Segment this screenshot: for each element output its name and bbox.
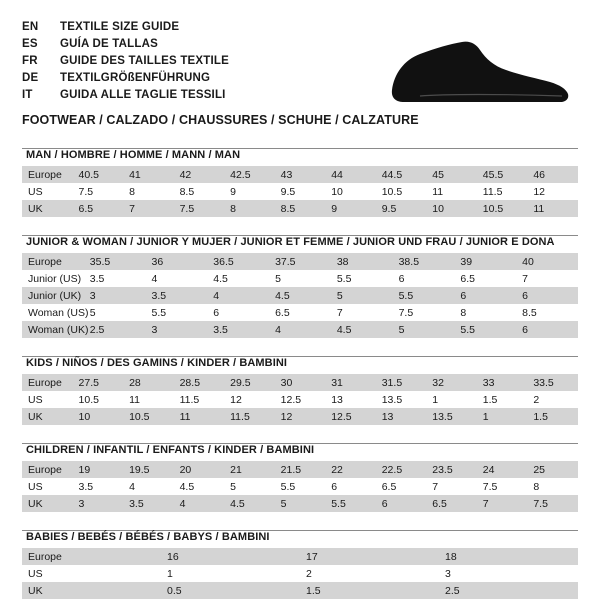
size-cell: 23.5: [426, 461, 477, 478]
table-row: [22, 321, 578, 338]
row-label: UK: [22, 200, 73, 217]
size-cell: 9.5: [376, 200, 427, 217]
size-cell: 28.5: [174, 374, 225, 391]
table-row: [22, 495, 578, 512]
size-cell: 6.5: [269, 304, 331, 321]
size-cell: 3.5: [84, 270, 146, 287]
size-cell: 38.5: [393, 253, 455, 270]
size-section: [22, 530, 578, 599]
table-row: [22, 183, 578, 200]
row-label: Junior (UK): [22, 287, 84, 304]
size-cell: 22: [325, 461, 376, 478]
size-cell: 38: [331, 253, 393, 270]
size-cell: 11: [426, 183, 477, 200]
row-label: UK: [22, 582, 161, 599]
size-table: [22, 548, 578, 599]
size-cell: 8: [123, 183, 174, 200]
size-cell: 21: [224, 461, 275, 478]
size-cell: 6.5: [73, 200, 124, 217]
language-row: [22, 69, 229, 86]
size-cell: 12.5: [325, 408, 376, 425]
row-label: US: [22, 183, 73, 200]
size-cell: 2: [527, 391, 578, 408]
table-row: [22, 200, 578, 217]
size-cell: 44: [325, 166, 376, 183]
table-row: [22, 287, 578, 304]
size-cell: 11: [123, 391, 174, 408]
size-cell: 36.5: [207, 253, 269, 270]
language-title: GUIDE DES TAILLES TEXTILE: [60, 54, 229, 67]
size-cell: 5: [269, 270, 331, 287]
size-cell: 4: [269, 321, 331, 338]
dress-shoe-icon: [384, 32, 574, 114]
size-section: [22, 356, 578, 425]
size-cell: 6: [393, 270, 455, 287]
size-cell: 17: [300, 548, 439, 565]
row-label: US: [22, 391, 73, 408]
language-code: IT: [22, 88, 33, 101]
table-row: [22, 582, 578, 599]
section-title: CHILDREN / INFANTIL / ENFANTS / KINDER / BAMBINI: [26, 444, 315, 456]
table-row: [22, 166, 578, 183]
size-cell: 6: [454, 287, 516, 304]
size-sections: [22, 148, 578, 599]
language-row: [22, 35, 229, 52]
size-cell: 10: [325, 183, 376, 200]
size-cell: 39: [454, 253, 516, 270]
size-cell: 4.5: [269, 287, 331, 304]
size-cell: 19: [73, 461, 124, 478]
size-cell: 3.5: [123, 495, 174, 512]
size-cell: 33: [477, 374, 528, 391]
size-cell: 21.5: [275, 461, 326, 478]
size-cell: 3.5: [73, 478, 124, 495]
table-row: [22, 270, 578, 287]
size-cell: 1: [426, 391, 477, 408]
size-cell: 28: [123, 374, 174, 391]
size-cell: 7: [331, 304, 393, 321]
language-title: TEXTILE SIZE GUIDE: [60, 20, 180, 33]
size-cell: 7.5: [477, 478, 528, 495]
size-section: [22, 235, 578, 338]
size-cell: 3.5: [207, 321, 269, 338]
size-cell: 22.5: [376, 461, 427, 478]
size-cell: 1.5: [477, 391, 528, 408]
row-label: US: [22, 478, 73, 495]
size-cell: 25: [527, 461, 578, 478]
size-cell: 3: [146, 321, 208, 338]
size-cell: 13.5: [426, 408, 477, 425]
size-cell: 42.5: [224, 166, 275, 183]
size-cell: 8: [224, 200, 275, 217]
table-row: [22, 565, 578, 582]
section-title: MAN / HOMBRE / HOMME / MANN / MAN: [26, 149, 241, 161]
size-cell: 8.5: [174, 183, 225, 200]
size-cell: 8.5: [275, 200, 326, 217]
section-title: KIDS / NIÑOS / DES GAMINS / KINDER / BAMBINI: [26, 357, 288, 369]
size-cell: 45: [426, 166, 477, 183]
size-cell: 5.5: [454, 321, 516, 338]
size-cell: 6: [325, 478, 376, 495]
size-cell: 31.5: [376, 374, 427, 391]
language-code: FR: [22, 54, 38, 67]
size-cell: 3: [73, 495, 124, 512]
language-code: ES: [22, 37, 38, 50]
language-row: [22, 18, 229, 35]
size-section: [22, 443, 578, 512]
size-cell: 6: [516, 321, 578, 338]
row-label: UK: [22, 408, 73, 425]
size-cell: 37.5: [269, 253, 331, 270]
size-cell: 5: [275, 495, 326, 512]
table-row: [22, 548, 578, 565]
size-cell: 1: [477, 408, 528, 425]
table-row: [22, 374, 578, 391]
size-cell: 4.5: [331, 321, 393, 338]
size-cell: 4.5: [224, 495, 275, 512]
size-cell: 12: [224, 391, 275, 408]
size-cell: 40.5: [73, 166, 124, 183]
size-cell: 9: [325, 200, 376, 217]
table-row: [22, 391, 578, 408]
size-cell: 1: [161, 565, 300, 582]
size-cell: 5.5: [146, 304, 208, 321]
size-cell: 19.5: [123, 461, 174, 478]
page-title: FOOTWEAR / CALZADO / CHAUSSURES / SCHUHE / CALZATURE: [22, 113, 419, 127]
size-cell: 6.5: [376, 478, 427, 495]
size-cell: 5: [224, 478, 275, 495]
size-cell: 46: [527, 166, 578, 183]
size-table: [22, 374, 578, 425]
size-cell: 27.5: [73, 374, 124, 391]
size-cell: 10: [73, 408, 124, 425]
size-cell: 8: [454, 304, 516, 321]
table-row: [22, 304, 578, 321]
size-cell: 1.5: [527, 408, 578, 425]
size-cell: 10.5: [376, 183, 427, 200]
size-cell: 4: [123, 478, 174, 495]
size-cell: 4.5: [174, 478, 225, 495]
size-cell: 6.5: [426, 495, 477, 512]
size-cell: 33.5: [527, 374, 578, 391]
size-cell: 5.5: [325, 495, 376, 512]
section-title: BABIES / BEBÉS / BÉBÉS / BABYS / BAMBINI: [26, 531, 270, 543]
row-label: Woman (US): [22, 304, 84, 321]
size-cell: 11.5: [174, 391, 225, 408]
size-cell: 2: [300, 565, 439, 582]
size-cell: 44.5: [376, 166, 427, 183]
size-cell: 3.5: [146, 287, 208, 304]
size-cell: 7: [123, 200, 174, 217]
size-cell: 31: [325, 374, 376, 391]
size-cell: 8.5: [516, 304, 578, 321]
size-cell: 11: [527, 200, 578, 217]
size-cell: 32: [426, 374, 477, 391]
size-cell: 9.5: [275, 183, 326, 200]
size-cell: 10.5: [123, 408, 174, 425]
row-label: US: [22, 565, 161, 582]
size-cell: 40: [516, 253, 578, 270]
size-cell: 7: [426, 478, 477, 495]
size-cell: 10.5: [73, 391, 124, 408]
size-cell: 11.5: [477, 183, 528, 200]
size-cell: 10.5: [477, 200, 528, 217]
size-cell: 13.5: [376, 391, 427, 408]
size-cell: 4: [146, 270, 208, 287]
size-cell: 5.5: [331, 270, 393, 287]
size-cell: 6: [516, 287, 578, 304]
size-cell: 43: [275, 166, 326, 183]
size-cell: 9: [224, 183, 275, 200]
size-cell: 12: [527, 183, 578, 200]
size-cell: 45.5: [477, 166, 528, 183]
language-code: EN: [22, 20, 39, 33]
language-row: [22, 86, 229, 103]
row-label: Europe: [22, 461, 73, 478]
size-cell: 36: [146, 253, 208, 270]
size-cell: 6: [376, 495, 427, 512]
size-cell: 13: [325, 391, 376, 408]
size-cell: 3: [84, 287, 146, 304]
language-title-list: [22, 18, 229, 103]
table-row: [22, 253, 578, 270]
size-table: [22, 166, 578, 217]
language-code: DE: [22, 71, 39, 84]
size-cell: 12.5: [275, 391, 326, 408]
size-cell: 7: [477, 495, 528, 512]
row-label: Europe: [22, 253, 84, 270]
size-cell: 1.5: [300, 582, 439, 599]
size-cell: 5.5: [393, 287, 455, 304]
size-cell: 20: [174, 461, 225, 478]
size-cell: 30: [275, 374, 326, 391]
size-cell: 3: [439, 565, 578, 582]
size-table: [22, 461, 578, 512]
size-cell: 7.5: [527, 495, 578, 512]
size-cell: 18: [439, 548, 578, 565]
size-cell: 24: [477, 461, 528, 478]
size-cell: 11: [174, 408, 225, 425]
size-cell: 0.5: [161, 582, 300, 599]
size-cell: 7.5: [73, 183, 124, 200]
size-cell: 2.5: [439, 582, 578, 599]
size-cell: 42: [174, 166, 225, 183]
table-row: [22, 408, 578, 425]
size-cell: 41: [123, 166, 174, 183]
size-cell: 7.5: [393, 304, 455, 321]
row-label: UK: [22, 495, 73, 512]
row-label: Europe: [22, 374, 73, 391]
size-cell: 6: [207, 304, 269, 321]
row-label: Woman (UK): [22, 321, 84, 338]
page-header: [22, 18, 578, 130]
size-cell: 35.5: [84, 253, 146, 270]
size-cell: 11.5: [224, 408, 275, 425]
row-label: Junior (US): [22, 270, 84, 287]
size-cell: 6.5: [454, 270, 516, 287]
size-cell: 4: [207, 287, 269, 304]
language-title: TEXTILGRÖßENFÜHRUNG: [60, 71, 211, 84]
size-cell: 5.5: [275, 478, 326, 495]
size-cell: 7.5: [174, 200, 225, 217]
size-cell: 5: [393, 321, 455, 338]
size-cell: 4: [174, 495, 225, 512]
size-cell: 13: [376, 408, 427, 425]
size-cell: 4.5: [207, 270, 269, 287]
table-row: [22, 461, 578, 478]
row-label: Europe: [22, 166, 73, 183]
language-title: GUIDA ALLE TAGLIE TESSILI: [60, 88, 226, 101]
size-table: [22, 253, 578, 338]
section-title: JUNIOR & WOMAN / JUNIOR Y MUJER / JUNIOR ET FEMME / JUNIOR UND FRAU / JUNIOR E DONA: [26, 236, 555, 248]
language-row: [22, 52, 229, 69]
row-label: Europe: [22, 548, 161, 565]
size-cell: 7: [516, 270, 578, 287]
size-cell: 10: [426, 200, 477, 217]
size-section: [22, 148, 578, 217]
size-cell: 2.5: [84, 321, 146, 338]
size-cell: 16: [161, 548, 300, 565]
size-cell: 12: [275, 408, 326, 425]
size-cell: 5: [331, 287, 393, 304]
table-row: [22, 478, 578, 495]
language-title: GUÍA DE TALLAS: [60, 37, 158, 50]
size-cell: 8: [527, 478, 578, 495]
size-cell: 29.5: [224, 374, 275, 391]
size-cell: 5: [84, 304, 146, 321]
